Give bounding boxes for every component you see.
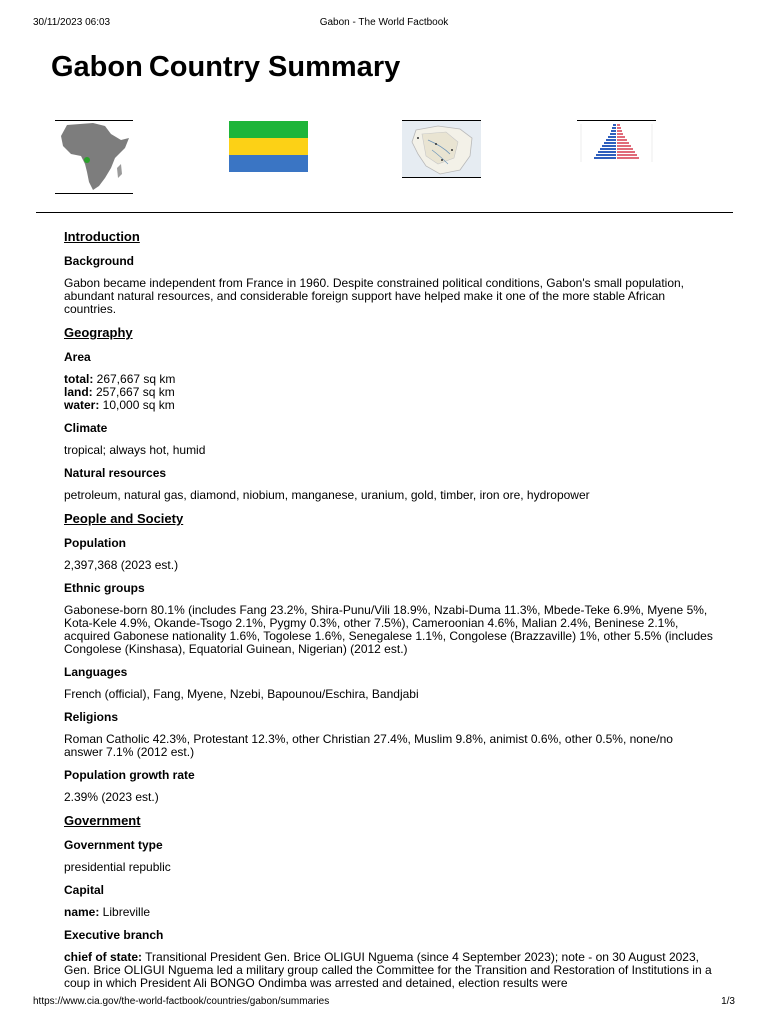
print-doc-title: Gabon - The World Factbook xyxy=(319,17,449,28)
section-people-title[interactable]: People and Society xyxy=(64,511,184,526)
area-values xyxy=(64,373,714,412)
area-water xyxy=(64,399,714,412)
climate-text: tropical; always hot, humid xyxy=(64,443,206,457)
capital-name-value: Libreville xyxy=(99,905,151,919)
population-growth-label: Population growth rate xyxy=(64,768,195,782)
natural-resources-text: petroleum, natural gas, diamond, niobium, manganese, uranium, gold, timber, iron ore, hydropower xyxy=(64,488,590,502)
page-title xyxy=(51,48,400,86)
gabon-flag-icon xyxy=(229,121,308,172)
section-introduction-title[interactable]: Introduction xyxy=(64,229,140,244)
capital-name xyxy=(64,906,714,919)
print-page-number: 1/3 xyxy=(721,996,735,1007)
print-url[interactable]: https://www.cia.gov/the-world-factbook/countries/gabon/summaries xyxy=(33,996,330,1007)
background-label: Background xyxy=(64,254,135,268)
climate-label: Climate xyxy=(64,421,108,435)
capital-name-label: name: xyxy=(64,905,100,919)
print-header xyxy=(33,17,735,29)
page-title-word-2: Country Summary xyxy=(148,51,401,83)
area-total-label: total: xyxy=(64,372,94,386)
religions-label: Religions xyxy=(64,710,119,724)
population-pyramid-icon xyxy=(577,120,656,166)
ethnic-groups-label: Ethnic groups xyxy=(64,581,145,595)
africa-locator-map-icon xyxy=(55,120,133,194)
summary-content xyxy=(64,229,714,999)
chief-of-state-text: Transitional President Gen. Brice OLIGUI Nguema (since 4 September 2023); note - on 30 August 2023, Gen. Brice OLIGUI Nguema led a military group called the Committee for the Transition and Restoration of Institutions in a coup in which President Ali BONGO Ondimba was arrested and detained, election results were xyxy=(64,950,712,990)
locator-map-thumbnail[interactable] xyxy=(55,120,133,194)
languages-text: French (official), Fang, Myene, Nzebi, Bapounou/Eschira, Bandjabi xyxy=(64,687,419,701)
government-type-label: Government type xyxy=(64,838,163,852)
area-water-label: water: xyxy=(64,398,100,412)
population-text: 2,397,368 (2023 est.) xyxy=(64,558,179,572)
chief-of-state-label: chief of state: xyxy=(64,950,143,964)
area-label: Area xyxy=(64,350,91,364)
natural-resources-label: Natural resources xyxy=(64,466,167,480)
section-government-title[interactable]: Government xyxy=(64,813,141,828)
population-growth-text: 2.39% (2023 est.) xyxy=(64,790,159,804)
area-total-value: 267,667 sq km xyxy=(93,372,176,386)
country-map-thumbnail[interactable] xyxy=(402,120,481,178)
religions-text: Roman Catholic 42.3%, Protestant 12.3%, other Christian 27.4%, Muslim 9.8%, animist 0.6%, other 0.5%, none/no answer 7.1% (2012 est.) xyxy=(64,732,673,759)
chief-of-state xyxy=(64,951,714,990)
area-land-value: 257,667 sq km xyxy=(92,385,175,399)
population-label: Population xyxy=(64,536,126,550)
population-pyramid-thumbnail[interactable] xyxy=(577,120,656,166)
thumbnail-row xyxy=(0,118,768,198)
capital-label: Capital xyxy=(64,883,105,897)
executive-branch-label: Executive branch xyxy=(64,928,164,942)
print-footer xyxy=(33,996,735,1008)
flag-thumbnail[interactable] xyxy=(229,121,308,172)
languages-label: Languages xyxy=(64,665,128,679)
divider xyxy=(36,212,733,213)
area-land-label: land: xyxy=(64,385,93,399)
print-date: 30/11/2023 06:03 xyxy=(33,17,111,28)
government-type-text: presidential republic xyxy=(64,860,171,874)
background-text: Gabon became independent from France in 1960. Despite constrained political conditions, Gabon's small population, abundant natural resources, and considerable foreign support have helped make it one of the more stable African countries. xyxy=(64,276,684,316)
ethnic-groups-text: Gabonese-born 80.1% (includes Fang 23.2%, Shira-Punu/Vili 18.9%, Nzabi-Duma 11.3%, Mbede-Teke 6.9%, Myene 5%, Kota-Kele 4.9%, Okande-Tsogo 2.1%, Pygmy 0.3%, other 7.5%), Cameroonian 4.6%, Malian 2.4%, Beninese 2.1%, acquired Gabonese nationality 1.6%, Togolese 1.6%, Senegalese 1.1%, Congolese (Brazzaville) 1%, other 5.5% (includes Congolese (Kinshasa), Equatorial Guinean, Nigerian) (2012 est.) xyxy=(64,603,713,656)
gabon-country-map-icon xyxy=(402,120,481,178)
area-water-value: 10,000 sq km xyxy=(99,398,175,412)
section-geography-title[interactable]: Geography xyxy=(64,325,133,340)
page-title-word-1: Gabon xyxy=(51,51,143,83)
